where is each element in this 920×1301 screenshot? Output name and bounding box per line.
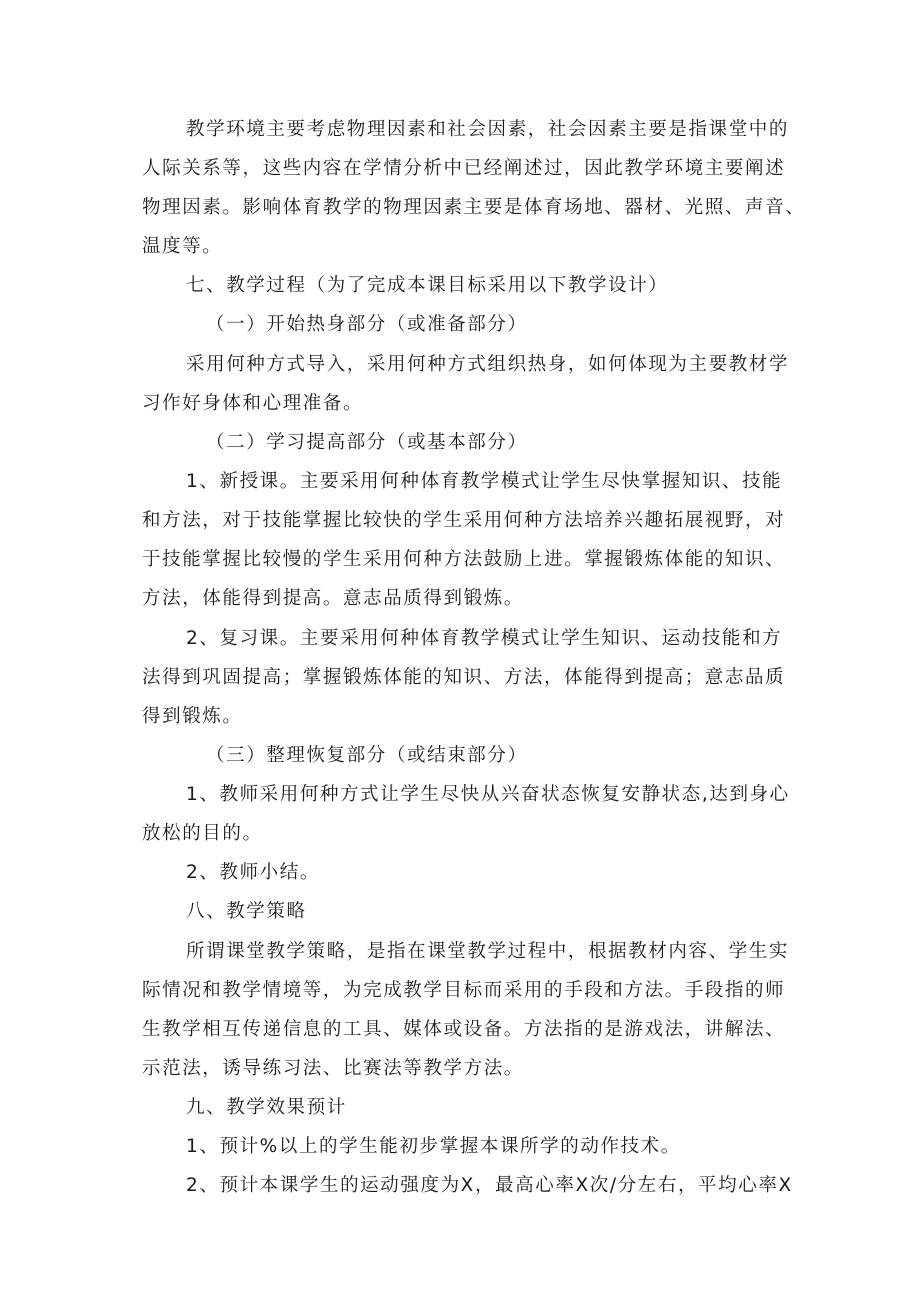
paragraph-line: 2、预计本课学生的运动强度为X，最高心率X次/分左右，平均心率X <box>186 1175 793 1196</box>
paragraph-line: 示范法，诱导练习法、比赛法等教学方法。 <box>142 1058 524 1079</box>
paragraph-line: 方法，体能得到提高。意志品质得到锻炼。 <box>142 588 524 609</box>
paragraph-line: 采用何种方式导入，采用何种方式组织热身，如何体现为主要教材学 <box>186 354 790 375</box>
paragraph-line: 1、预计%以上的学生能初步掌握本课所学的动作技术。 <box>186 1136 681 1157</box>
paragraph-line: 放松的目的。 <box>142 823 263 844</box>
paragraph-line: 2、教师小结。 <box>186 862 320 883</box>
section-heading-9: 九、教学效果预计 <box>186 1097 347 1118</box>
subsection-heading-2: （二）学习提高部分（或基本部分） <box>206 432 528 453</box>
paragraph-line: 于技能掌握比较慢的学生采用何种方法鼓励上进。掌握锻炼体能的知识、 <box>142 549 786 570</box>
paragraph-line: 习作好身体和心理准备。 <box>142 393 364 414</box>
paragraph-line: 1、新授课。主要采用何种体育教学模式让学生尽快掌握知识、技能 <box>186 471 783 492</box>
section-heading-7: 七、教学过程（为了完成本课目标采用以下教学设计） <box>186 275 669 296</box>
paragraph-line: 人际关系等，这些内容在学情分析中已经阐述过，因此教学环境主要阐述 <box>142 158 786 179</box>
section-heading-8: 八、教学策略 <box>186 901 307 922</box>
paragraph-line: 生教学相互传递信息的工具、媒体或设备。方法指的是游戏法，讲解法、 <box>142 1019 786 1040</box>
paragraph-line: 教学环境主要考虑物理因素和社会因素，社会因素主要是指课堂中的 <box>186 119 790 140</box>
paragraph-line: 和方法，对于技能掌握比较快的学生采用何种方法培养兴趣拓展视野，对 <box>142 510 786 531</box>
paragraph-line: 2、复习课。主要采用何种体育教学模式让学生知识、运动技能和方 <box>186 628 783 649</box>
paragraph-line: 1、教师采用何种方式让学生尽快从兴奋状态恢复安静状态,达到身心 <box>186 784 790 805</box>
paragraph-line: 际情况和教学情境等，为完成教学目标而采用的手段和方法。手段指的师 <box>142 980 786 1001</box>
paragraph-line: 所谓课堂教学策略，是指在课堂教学过程中，根据教材内容、学生实 <box>186 941 790 962</box>
paragraph-line: 物理因素。影响体育教学的物理因素主要是体育场地、器材、光照、声音、 <box>142 197 806 218</box>
paragraph-line: 温度等。 <box>142 236 223 257</box>
subsection-heading-3: （三）整理恢复部分（或结束部分） <box>206 745 528 766</box>
paragraph-line: 法得到巩固提高；掌握锻炼体能的知识、方法，体能得到提高；意志品质 <box>142 667 786 688</box>
subsection-heading-1: （一）开始热身部分（或准备部分） <box>206 314 528 335</box>
paragraph-line: 得到锻炼。 <box>142 706 243 727</box>
